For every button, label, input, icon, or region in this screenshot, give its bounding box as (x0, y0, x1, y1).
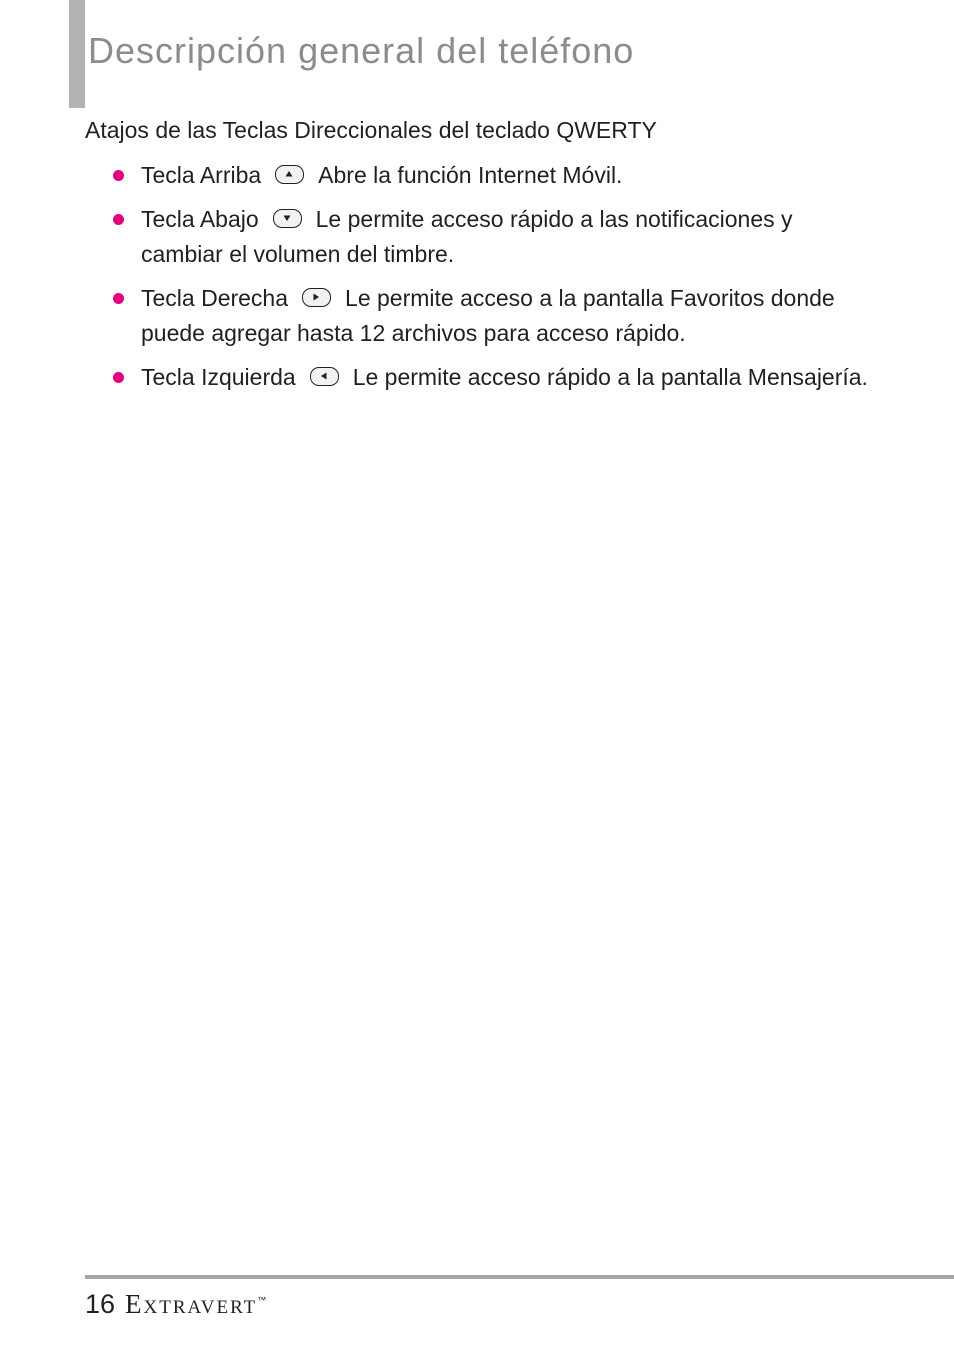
shortcut-item-down (112, 202, 872, 272)
key-name: Tecla Derecha (141, 285, 289, 311)
key-description: Abre la función Internet Móvil. (318, 162, 623, 188)
title-accent-bar (69, 0, 85, 108)
shortcut-item-up (112, 158, 872, 193)
key-name: Tecla Izquierda (141, 364, 296, 390)
brand-name: Extravert (125, 1289, 258, 1319)
right-arrow-key-icon (302, 288, 331, 307)
key-description: Le permite acceso a la pantalla Favoritos donde puede agregar hasta 12 archivos para acceso rápido. (141, 285, 835, 346)
trademark-symbol: ™ (257, 1295, 267, 1305)
bullet-icon (113, 372, 124, 383)
down-arrow-key-icon (273, 209, 302, 228)
page-title: Descripción general del teléfono (88, 30, 635, 71)
footer-rule (85, 1275, 954, 1279)
shortcut-item-left (112, 360, 872, 395)
shortcut-list (112, 158, 872, 404)
key-description: Le permite acceso rápido a las notificaciones y cambiar el volumen del timbre. (141, 206, 793, 267)
left-arrow-key-icon (310, 367, 339, 386)
key-description: Le permite acceso rápido a la pantalla Mensajería. (352, 364, 868, 390)
key-name: Tecla Abajo (141, 206, 259, 232)
shortcut-item-right (112, 281, 872, 351)
bullet-icon (113, 214, 124, 225)
up-arrow-key-icon (275, 165, 304, 184)
key-name: Tecla Arriba (141, 162, 262, 188)
footer (85, 1289, 266, 1320)
page-number: 16 (85, 1289, 116, 1319)
bullet-icon (113, 293, 124, 304)
bullet-icon (113, 170, 124, 181)
section-heading: Atajos de las Teclas Direccionales del teclado QWERTY (85, 117, 657, 143)
